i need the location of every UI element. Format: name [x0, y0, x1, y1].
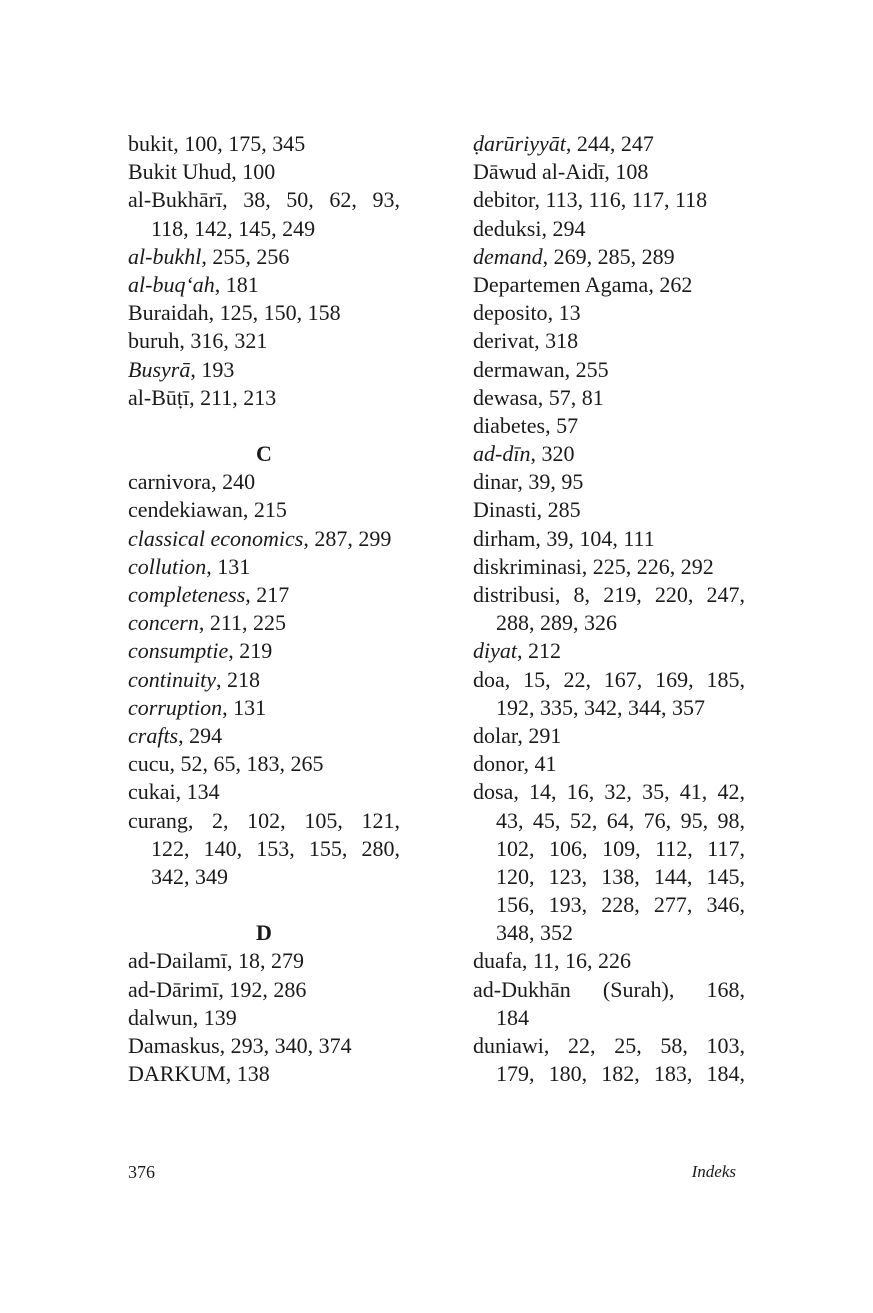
index-term: al-buq‘ah [128, 271, 215, 297]
index-term: cucu [128, 751, 170, 777]
index-term: corruption [128, 694, 223, 720]
page-refs: , 39, 104, 111 [535, 525, 655, 551]
page-refs: , 211, 225 [198, 610, 287, 636]
page-refs: , 318 [534, 328, 579, 354]
index-term: duafa [473, 948, 522, 974]
index-entry [128, 976, 400, 1004]
index-entry [128, 947, 400, 975]
index-term: doa [473, 666, 505, 692]
page-refs: , 316, 321 [179, 328, 268, 354]
index-term: curang [128, 807, 188, 833]
index-entry-continuation: 179, 180, 182, 183, 184, [496, 1061, 745, 1087]
page-refs: , 255, 256 [201, 243, 290, 269]
page-refs: , 287, 299 [303, 525, 392, 551]
index-term: dalwun [128, 1004, 193, 1030]
index-entry-continuation: 43, 45, 52, 64, 76, 95, 98, [496, 807, 745, 833]
index-term: distribusi [473, 582, 555, 607]
index-term: consumptie [128, 638, 229, 664]
index-term: Damaskus [128, 1033, 220, 1058]
index-entry [473, 496, 745, 524]
index-entry [473, 1032, 745, 1060]
index-term: Busyrā [128, 356, 191, 382]
index-term: debitor [473, 187, 535, 213]
index-entry [473, 384, 745, 412]
index-term: diabetes [473, 412, 546, 438]
page-refs: , 262 [648, 271, 693, 297]
index-term: al-Būṭī [128, 384, 190, 410]
index-entry [473, 130, 745, 158]
index-entry [128, 158, 400, 186]
index-entry [473, 525, 745, 553]
index-entry [128, 694, 400, 722]
page-refs: , 193 [190, 356, 235, 382]
index-entry [473, 666, 745, 694]
index-entry [128, 1004, 400, 1032]
page-refs: , 11, 16, 226 [521, 948, 632, 974]
index-entry [128, 384, 400, 412]
page-refs: , 294 [178, 722, 223, 748]
page-refs: , 38, 50, 62, 93, [222, 187, 400, 213]
index-entry [128, 243, 400, 271]
index-entry [128, 186, 400, 214]
section-heading: C [256, 441, 272, 467]
page-refs: , 131 [222, 694, 267, 720]
index-term: crafts [128, 722, 179, 748]
section-gap [128, 412, 400, 440]
index-term: ad-Dārimī [128, 976, 219, 1002]
index-entry [128, 778, 400, 806]
index-entry [128, 666, 400, 694]
index-entry [473, 722, 745, 750]
index-entry [473, 186, 745, 214]
page-refs: , 15, 22, 167, 169, 185, [504, 666, 745, 692]
page-refs: (Surah), 168, [570, 976, 745, 1002]
section-gap [128, 891, 400, 919]
index-term: ad-Dukhān [473, 976, 571, 1002]
page-refs: , 192, 286 [218, 976, 307, 1002]
page-refs: , 181 [214, 271, 259, 297]
index-entry-continuation: 156, 193, 228, 277, 346, [496, 892, 745, 918]
page-refs: , 294 [541, 215, 586, 241]
index-term: Dāwud al-Aidī [473, 159, 605, 185]
page-refs: , 39, 95 [517, 469, 584, 495]
index-term: Buraidah [128, 300, 209, 326]
index-entry-continuation: 122, 140, 153, 155, 280, [151, 835, 400, 861]
index-term: DARKUM [128, 1061, 226, 1087]
page-refs: , 211, 213 [189, 384, 277, 410]
page-refs: , 22, 25, 58, 103, [543, 1033, 745, 1058]
page-refs: , 269, 285, 289 [542, 243, 675, 269]
section-heading: D [256, 920, 272, 946]
page-refs: , 57, 81 [537, 384, 604, 410]
index-term: dewasa [473, 384, 538, 410]
page-refs: , 244, 247 [565, 131, 654, 156]
page-number: 376 [128, 1162, 155, 1182]
index-term: al-bukhl [128, 243, 202, 269]
index-term: buruh [128, 328, 180, 354]
index-column-right [473, 130, 745, 1088]
index-term: dinar [473, 469, 518, 495]
index-term: carnivora [128, 469, 212, 495]
index-term: diskriminasi [473, 553, 582, 579]
page-refs: , 139 [192, 1004, 237, 1030]
index-term: deposito [473, 300, 548, 326]
index-term: diyat [473, 638, 517, 664]
page-refs: , 255 [564, 356, 609, 382]
page-refs: , 125, 150, 158 [208, 300, 341, 326]
index-entry [128, 1032, 400, 1060]
index-term: collution [128, 553, 207, 579]
index-entry [128, 525, 400, 553]
index-entry [473, 947, 745, 975]
index-entry [473, 581, 745, 609]
index-entry [473, 553, 745, 581]
index-term: Dinasti [473, 497, 537, 523]
index-term: concern [128, 610, 199, 636]
page-refs: , 291 [517, 722, 562, 748]
index-term: dolar [473, 722, 518, 748]
index-entry [128, 496, 400, 524]
index-entry [128, 807, 400, 835]
index-entry [128, 553, 400, 581]
page-refs: , 131 [206, 553, 251, 579]
index-term: classical economics [128, 525, 304, 551]
index-entry [128, 609, 400, 637]
index-term: ḍarūriyyāt [473, 131, 566, 156]
page-refs: , 225, 226, 292 [581, 553, 714, 579]
index-entry [128, 750, 400, 778]
index-entry [473, 356, 745, 384]
index-entry [473, 637, 745, 665]
page-refs: , 2, 102, 105, 121, [187, 807, 400, 833]
index-entry [128, 1060, 400, 1088]
index-term: donor [473, 751, 524, 777]
page-refs: , 219 [228, 638, 273, 664]
page-refs: , 212 [517, 638, 561, 664]
index-term: bukit [128, 131, 174, 156]
page-refs: , 100, 175, 345 [173, 131, 306, 156]
page-refs: , 218 [215, 666, 260, 692]
index-term: ad-dīn [473, 441, 531, 467]
index-entry [473, 468, 745, 496]
index-term: derivat [473, 328, 535, 354]
index-entry [128, 327, 400, 355]
index-term: demand [473, 243, 543, 269]
index-entry-continuation: 118, 142, 145, 249 [151, 215, 316, 241]
page-refs: , 13 [547, 300, 581, 326]
index-term: ad-Dailamī [128, 948, 227, 974]
index-entry-continuation: 102, 106, 109, 112, 117, [496, 835, 745, 861]
page-refs: , 57 [545, 412, 579, 438]
index-entry [473, 327, 745, 355]
index-term: dirham [473, 525, 536, 551]
index-term: dosa [473, 779, 514, 805]
page-refs: , 285 [536, 497, 581, 523]
index-column-left [128, 130, 400, 1088]
index-entry-continuation: 348, 352 [496, 920, 573, 946]
index-entry [128, 722, 400, 750]
index-entry-continuation: 342, 349 [151, 863, 228, 889]
page-refs: , 14, 16, 32, 35, 41, 42, [513, 779, 745, 805]
index-entry [473, 158, 745, 186]
page-refs: , 293, 340, 374 [219, 1033, 352, 1058]
index-term: al-Bukhārī [128, 187, 223, 213]
index-entry-continuation: 184 [496, 1004, 529, 1030]
index-term: dermawan [473, 356, 565, 382]
index-entry [473, 299, 745, 327]
index-entry [128, 637, 400, 665]
index-entry [128, 271, 400, 299]
index-entry-continuation: 288, 289, 326 [496, 610, 617, 636]
index-entry [128, 299, 400, 327]
index-entry-continuation: 192, 335, 342, 344, 357 [496, 694, 705, 720]
index-term: duniawi [473, 1033, 544, 1058]
index-entry [128, 356, 400, 384]
index-entry [473, 215, 745, 243]
page-refs: , 52, 65, 183, 265 [169, 751, 324, 777]
index-entry [473, 440, 745, 468]
index-entry-continuation: 120, 123, 138, 144, 145, [496, 863, 745, 889]
page-refs: , 215 [242, 497, 287, 523]
index-entry [473, 778, 745, 806]
index-entry [128, 468, 400, 496]
index-term: cukai [128, 779, 176, 805]
index-term: completeness [128, 582, 246, 607]
index-entry [473, 271, 745, 299]
index-term: Bukit Uhud [128, 159, 232, 185]
page-refs: , 320 [530, 441, 575, 467]
page-refs: , 41 [523, 751, 557, 777]
page-refs: , 138 [225, 1061, 270, 1087]
page-refs: , 100 [231, 159, 276, 185]
index-entry [473, 412, 745, 440]
index-entry [473, 750, 745, 778]
index-entry [473, 976, 745, 1004]
page-refs: , 108 [604, 159, 649, 185]
index-entry [128, 581, 400, 609]
page-refs: , 113, 116, 117, 118 [534, 187, 708, 213]
page-refs: , 18, 279 [226, 948, 304, 974]
index-entry [473, 243, 745, 271]
page-refs: , 134 [175, 779, 220, 805]
page-refs: , 217 [245, 582, 290, 607]
index-term: continuity [128, 666, 216, 692]
running-head: Indeks [691, 1162, 736, 1181]
index-term: deduksi [473, 215, 542, 241]
index-term: cendekiawan [128, 497, 243, 523]
page-refs: , 240 [211, 469, 256, 495]
index-term: Departemen Agama [473, 271, 649, 297]
index-entry [128, 130, 400, 158]
page-refs: , 8, 219, 220, 247, [554, 582, 745, 607]
